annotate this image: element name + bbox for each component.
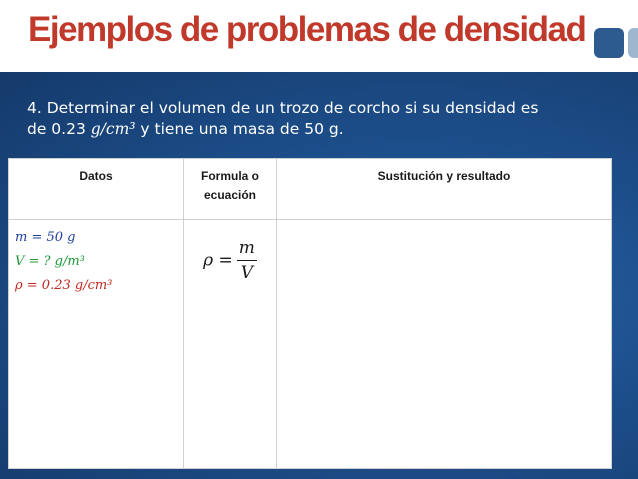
problem-line-2 xyxy=(27,119,607,140)
table-header-row xyxy=(9,159,612,220)
header-formula-label: Formula o ecuación xyxy=(200,169,259,202)
problem-line-1: 4. Determinar el volumen de un trozo de corcho si su densidad es xyxy=(27,99,539,117)
formula-fraction xyxy=(237,238,257,283)
header-datos: Datos xyxy=(9,159,184,220)
resultado-cell xyxy=(277,220,612,469)
formula-denominator: V xyxy=(237,260,257,283)
title-bar xyxy=(0,0,638,72)
problem-line-2-prefix: de 0.23 xyxy=(27,120,91,138)
dato-volumen: V = ? g/m³ xyxy=(15,254,85,269)
datos-list xyxy=(9,220,183,298)
dato-densidad: ρ = 0.23 g/cm³ xyxy=(15,278,113,293)
density-formula xyxy=(184,220,276,283)
header-resultado: Sustitución y resultado xyxy=(277,159,612,220)
formula-lhs: ρ = xyxy=(203,250,233,271)
corner-decoration-light xyxy=(628,28,638,58)
formula-numerator: m xyxy=(238,238,255,258)
corner-decoration xyxy=(594,28,624,58)
density-unit: g/cm³ xyxy=(90,120,136,138)
formula-cell xyxy=(184,220,277,469)
problem-line-2-suffix: y tiene una masa de 50 g. xyxy=(135,120,344,138)
problem-statement xyxy=(27,98,607,140)
datos-cell xyxy=(9,220,184,469)
slide-title: Ejemplos de problemas de densidad xyxy=(28,10,586,49)
problem-table xyxy=(8,158,612,469)
header-formula xyxy=(184,159,277,220)
table-row xyxy=(9,220,612,469)
dato-masa: m = 50 g xyxy=(15,230,76,245)
